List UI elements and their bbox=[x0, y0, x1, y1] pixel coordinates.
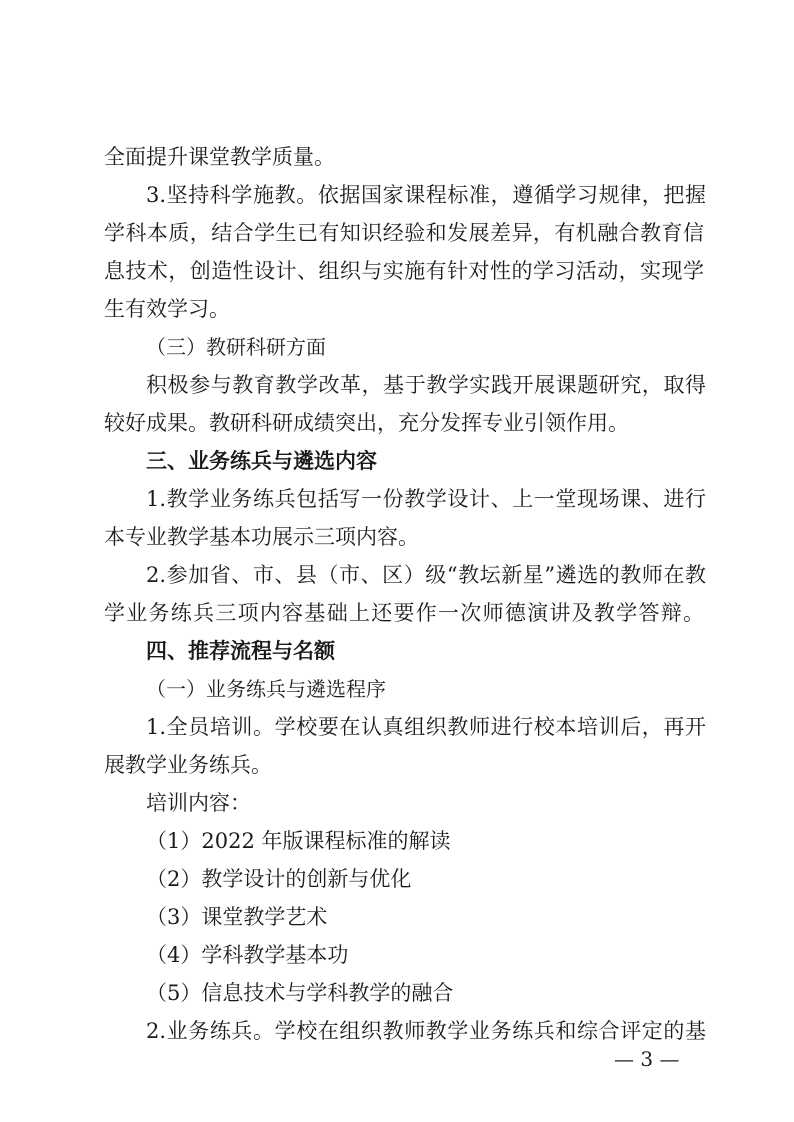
page-number: — 3 — bbox=[614, 1047, 680, 1071]
text-line: 学科本质，结合学生已有知识经验和发展差异，有机融合教育信 bbox=[104, 221, 704, 245]
text-line: 3.坚持科学施教。依据国家课程标准，遵循学习规律，把握 bbox=[146, 183, 706, 207]
text-line: 息技术，创造性设计、组织与实施有针对性的学习活动，实现学 bbox=[104, 259, 704, 283]
text-line: 本专业教学基本功展示三项内容。 bbox=[104, 525, 419, 549]
text-line: 积极参与教育教学改革，基于教学实践开展课题研究，取得 bbox=[146, 373, 706, 397]
section-subheading: （一）业务练兵与遴选程序 bbox=[146, 677, 386, 701]
list-item: （4）学科教学基本功 bbox=[146, 943, 349, 967]
text-line: 培训内容： bbox=[146, 791, 251, 815]
text-line: 2.业务练兵。学校在组织教师教学业务练兵和综合评定的基 bbox=[146, 1019, 706, 1043]
section-heading: 四、推荐流程与名额 bbox=[146, 639, 335, 663]
list-item: （1）2022 年版课程标准的解读 bbox=[146, 829, 451, 853]
text-line: 展教学业务练兵。 bbox=[104, 753, 272, 777]
text-line: 1.教学业务练兵包括写一份教学设计、上一堂现场课、进行 bbox=[146, 487, 706, 511]
text-line: 2.参加省、市、县（市、区）级“教坛新星”遴选的教师在教 bbox=[146, 563, 706, 587]
section-heading: 三、业务练兵与遴选内容 bbox=[146, 449, 377, 473]
list-item: （3）课堂教学艺术 bbox=[146, 905, 328, 929]
text-line: 学业务练兵三项内容基础上还要作一次师德演讲及教学答辩。 bbox=[104, 601, 704, 625]
list-item: （5）信息技术与学科教学的融合 bbox=[146, 981, 454, 1005]
list-item: （2）教学设计的创新与优化 bbox=[146, 867, 412, 891]
text-line: 1.全员培训。学校要在认真组织教师进行校本培训后，再开 bbox=[146, 715, 706, 739]
text-line: 全面提升课堂教学质量。 bbox=[104, 145, 335, 169]
section-subheading: （三）教研科研方面 bbox=[146, 335, 326, 359]
text-line: 较好成果。教研科研成绩突出，充分发挥专业引领作用。 bbox=[104, 411, 629, 435]
text-line: 生有效学习。 bbox=[104, 297, 230, 321]
